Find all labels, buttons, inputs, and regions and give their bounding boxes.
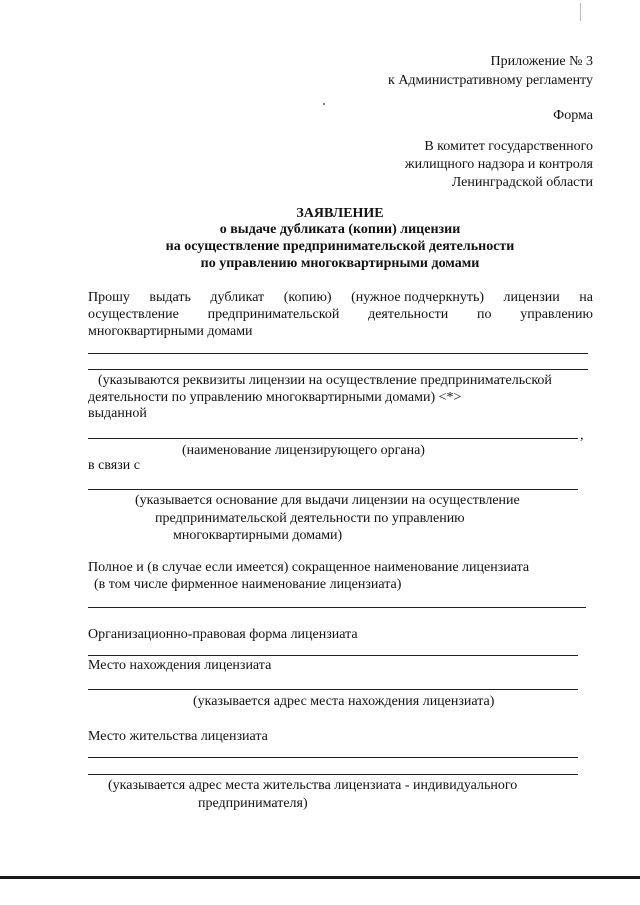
request-word: управлению (520, 307, 593, 322)
addressee-line-1: В комитет государственного (424, 139, 593, 154)
scan-artifact-mark (580, 3, 581, 21)
legal-form-label: Организационно-правовая форма лицензиата (88, 627, 358, 642)
appendix-number: Приложение № 3 (490, 54, 593, 69)
request-word: (копию) (283, 290, 332, 305)
license-fill-line-1[interactable] (88, 353, 588, 354)
request-line-3: многоквартирными домами (88, 324, 253, 339)
request-word: Прошу (88, 290, 130, 305)
full-name-label-line-1: Полное и (в случае если имеется) сокращенное наименование лицензиата (88, 560, 530, 575)
residence-fill-line-2[interactable] (88, 774, 578, 775)
reason-hint-line-3: многоквартирными домами) (173, 528, 343, 543)
reason-hint-line-1: (указывается основание для выдачи лицензии на осуществление (135, 493, 520, 508)
full-name-label-line-2: (в том числе фирменное наименование лицензиата) (94, 577, 402, 592)
request-word: лицензии (503, 290, 560, 305)
request-word: на (579, 290, 593, 305)
license-hint-line-2: деятельности по управлению многоквартирными домами) <*> (88, 390, 462, 405)
residence-hint-line-2: предпринимателя) (198, 796, 308, 811)
title-line-1: о выдаче дубликата (копии) лицензии (219, 222, 461, 237)
form-label: Форма (553, 108, 593, 123)
addressee-line-2: жилищного надзора и контроля (404, 157, 593, 172)
residence-fill-line-1[interactable] (88, 757, 578, 758)
legal-form-fill-line[interactable] (88, 655, 578, 656)
request-word: дубликат (210, 290, 265, 305)
authority-fill-line[interactable] (88, 438, 578, 439)
location-hint: (указывается адрес места нахождения лицензиата) (193, 694, 495, 709)
request-word: (нужное подчеркнуть) (351, 290, 485, 305)
reason-hint-line-2: предпринимательской деятельности по управлению (155, 511, 465, 526)
scan-bottom-edge (0, 876, 640, 879)
request-word: выдать (149, 290, 191, 305)
license-hint-line-1: (указываются реквизиты лицензии на осуществление предпринимательской (98, 373, 552, 388)
document-title: ЗАЯВЛЕНИЕ (296, 206, 384, 221)
full-name-fill-line[interactable] (88, 607, 586, 608)
request-word: осуществление (88, 307, 179, 322)
request-word: по (476, 307, 492, 322)
location-label: Место нахождения лицензиата (88, 658, 272, 673)
license-fill-line-2[interactable] (88, 369, 588, 370)
authority-hint: (наименование лицензирующего органа) (182, 443, 425, 458)
title-line-3: по управлению многоквартирными домами (200, 256, 480, 271)
scan-artifact-dot (323, 103, 325, 105)
in-connection-label: в связи с (88, 458, 140, 473)
request-line-1 (88, 290, 593, 306)
location-fill-line[interactable] (88, 689, 578, 690)
regulation-reference: к Административному регламенту (388, 73, 593, 88)
request-word: предпринимательской (207, 307, 340, 322)
reason-fill-line[interactable] (88, 489, 578, 490)
issued-label: выданной (88, 406, 147, 421)
request-line-2 (88, 307, 593, 323)
residence-hint-line-1: (указывается адрес места жительства лицензиата - индивидуального (108, 778, 518, 793)
addressee-line-3: Ленинградской области (451, 175, 593, 190)
title-line-2: на осуществление предпринимательской деятельности (165, 239, 515, 254)
residence-label: Место жительства лицензиата (88, 729, 268, 744)
authority-comma: , (580, 428, 584, 443)
request-word: деятельности (368, 307, 449, 322)
